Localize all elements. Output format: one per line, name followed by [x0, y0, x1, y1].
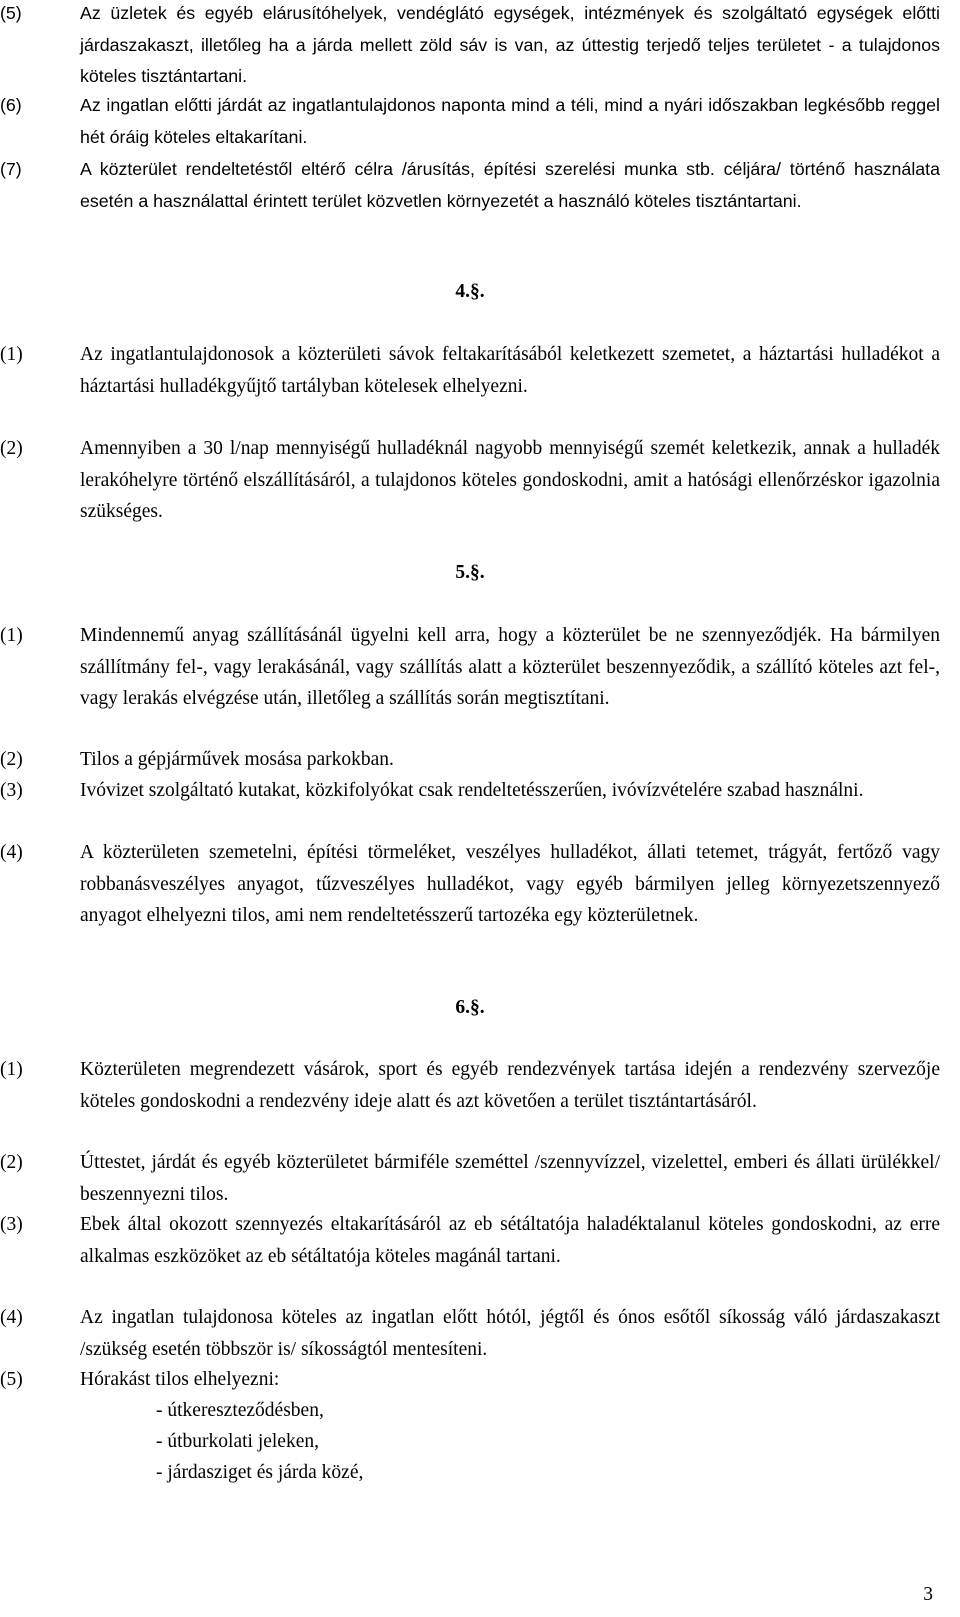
paragraph-text: A közterület rendeltetéstől eltérő célra /árusítás, építési szerelési munka stb. céljára/ történő használata esetén a használattal érintett terület közvetlen környezetét a használó köteles tisztántartani. — [80, 159, 940, 211]
paragraph-text: Ebek által okozott szennyezés eltakarításáról az eb sétáltatója haladéktalanul köteles gondoskodni, az erre alkalmas eszközöket az eb sétáltatója köteles magánál tartani. — [80, 1214, 940, 1267]
paragraph-number: (2) — [0, 749, 23, 770]
list-item: - járdasziget és járda közé, — [156, 1462, 364, 1483]
paragraph-number: (2) — [0, 438, 23, 459]
section-5-heading: 5.§. — [455, 562, 485, 583]
paragraph-number: (6) — [0, 95, 22, 115]
paragraph-text: Az ingatlan előtti járdát az ingatlantulajdonos naponta mind a téli, mind a nyári időszakban legkésőbb reggel hét óráig köteles eltakarítani. — [80, 95, 940, 147]
paragraph-text: Az ingatlantulajdonosok a közterületi sávok feltakarításából keletkezett szemetet, a háztartási hulladékot a háztartási hulladékgyűjtő tartályban kötelesek elhelyezni. — [80, 344, 940, 397]
paragraph-7 — [0, 154, 940, 217]
section-4-paragraph-2 — [0, 433, 940, 528]
section-5-paragraph-2 — [0, 744, 940, 776]
paragraph-number: (3) — [0, 1214, 23, 1235]
paragraph-number: (4) — [0, 1307, 23, 1328]
section-6-paragraph-4 — [0, 1302, 940, 1365]
paragraph-text: Amennyiben a 30 l/nap mennyiségű hulladéknál nagyobb mennyiségű szemét keletkezik, annak a hulladék lerakóhelyre történő elszállításáról, a tulajdonos köteles gondoskodni, amit a hatósági ellenőrzéskor igazolnia szükséges. — [80, 438, 940, 522]
list-item: - útburkolati jeleken, — [156, 1431, 319, 1452]
section-6-paragraph-5 — [0, 1364, 940, 1396]
paragraph-number: (3) — [0, 780, 23, 801]
list-item: - útkereszteződésben, — [156, 1400, 324, 1421]
paragraph-number: (5) — [0, 1369, 23, 1390]
paragraph-text: Ivóvizet szolgáltató kutakat, közkifolyókat csak rendeltetésszerűen, ivóvízvételére szabad használni. — [80, 780, 864, 801]
paragraph-number: (7) — [0, 159, 22, 179]
section-6-heading: 6.§. — [455, 997, 485, 1018]
paragraph-text: Mindennemű anyag szállításánál ügyelni kell arra, hogy a közterület be ne szennyeződjék. Ha bármilyen szállítmány fel-, vagy lerakásánál, vagy szállítás alatt a közterület beszennyeződik, a szállító köteles azt fel-, vagy lerakás elvégzése után, illetőleg a szállítás során megtisztítani. — [80, 625, 940, 709]
section-6-paragraph-1 — [0, 1054, 940, 1117]
paragraph-5 — [0, 0, 940, 93]
section-4-paragraph-1 — [0, 339, 940, 402]
paragraph-text: Az üzletek és egyéb elárusítóhelyek, vendéglátó egységek, intézmények és szolgáltató egységek előtti járdaszakaszt, illetőleg ha a járda mellett zöld sáv is van, az úttestig terjedő teljes területet - a tulajdonos köteles tisztántartani. — [80, 3, 940, 86]
paragraph-text: Tilos a gépjárművek mosása parkokban. — [80, 749, 394, 770]
page-number: 3 — [923, 1584, 933, 1605]
paragraph-text: Közterületen megrendezett vásárok, sport és egyéb rendezvények tartása idején a rendezvény szervezője köteles gondoskodni a rendezvény ideje alatt és azt követően a terület tisztántartásáról. — [80, 1059, 940, 1112]
paragraph-text: Hórakást tilos elhelyezni: — [80, 1369, 280, 1390]
paragraph-number: (1) — [0, 625, 23, 646]
paragraph-text: Úttestet, járdát és egyéb közterületet bármiféle szeméttel /szennyvízzel, vizelettel, emberi és állati ürülékkel/ beszennyezni tilos. — [80, 1152, 940, 1205]
section-5-paragraph-3 — [0, 775, 940, 807]
section-4-heading: 4.§. — [455, 281, 485, 302]
paragraph-number: (1) — [0, 1059, 23, 1080]
paragraph-number: (4) — [0, 842, 23, 863]
paragraph-6 — [0, 90, 940, 153]
paragraph-number: (5) — [0, 3, 22, 23]
paragraph-number: (2) — [0, 1152, 23, 1173]
section-5-paragraph-4 — [0, 837, 940, 932]
paragraph-text: A közterületen szemetelni, építési törmeléket, veszélyes hulladékot, állati tetemet, trágyát, fertőző vagy robbanásveszélyes anyagot, tűzveszélyes hulladékot, vagy egyéb bármilyen jelleg környezetszennyező anyagot elhelyezni tilos, ami nem rendeltetésszerű tartozéka egy közterületnek. — [80, 842, 940, 926]
section-6-paragraph-2 — [0, 1147, 940, 1210]
section-6-paragraph-3 — [0, 1209, 940, 1272]
section-5-paragraph-1 — [0, 620, 940, 715]
paragraph-number: (1) — [0, 344, 23, 365]
paragraph-text: Az ingatlan tulajdonosa köteles az ingatlan előtt hótól, jégtől és ónos esőtől síkosság váló járdaszakaszt /szükség esetén többször is/ síkosságtól mentesíteni. — [80, 1307, 940, 1360]
